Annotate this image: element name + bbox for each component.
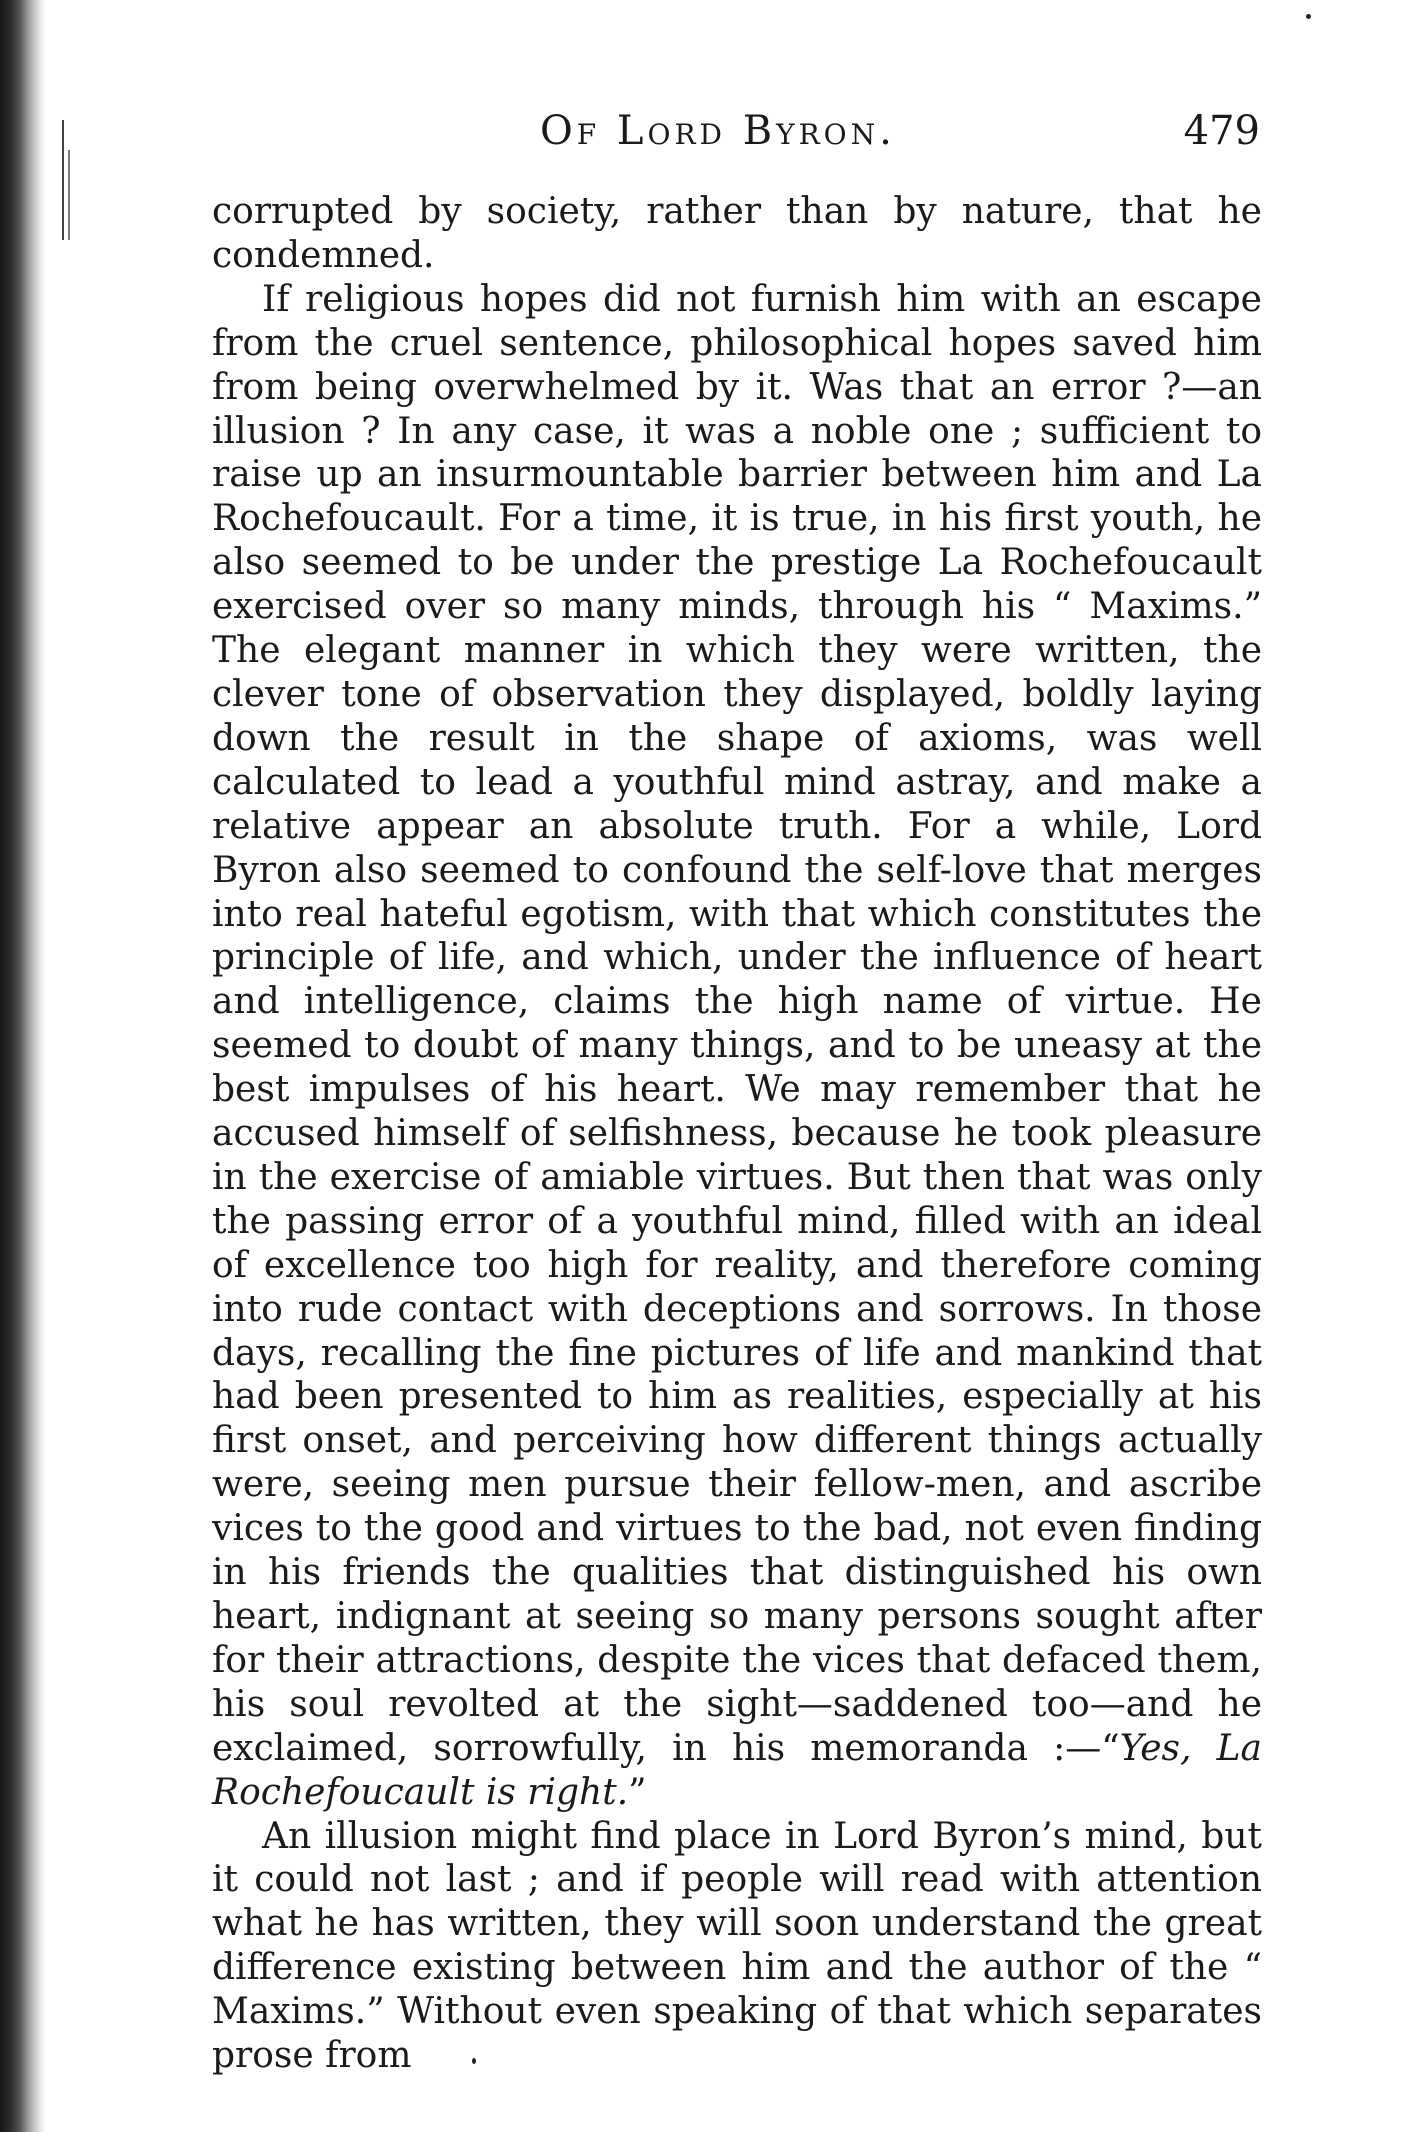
paragraph-text: If religious hopes did not furnish him with an escape from the cruel sentence, philosophical hopes saved him from being overwhelmed by it. Was that an error ?—an illusion ? In any case, it was a noble one ; sufficient to raise up an insurmountable barrier between him and La Rochefoucault. For a time, it is true, in his first youth, he also seemed to be under the prestige La Rochefoucault exercised over so many minds, through his “ Maxims.” The elegant manner in which they were written, the clever tone of observation they displayed, boldly laying down the result in the shape of axioms, was well calculated to lead a youthful mind astray, and make a relative appear an absolute truth. For a while, Lord Byron also seemed to confound the self-love that merges into real hateful egotism, with that which constitutes the principle of life, and which, under the influence of heart and intelligence, claims the high name of virtue. He seemed to doubt of many things, and to be uneasy at the best impulses of his heart. We may remember that he accused himself of selfishness, because he took pleasure in the exercise of amiable virtues. But then that was only the passing error of a youthful mind, filled with an ideal of excellence too high for reality, and therefore coming into rude contact with deceptions and sorrows. In those days, recalling the fine pictures of life and mankind that had been presented to him as realities, especially at his first onset, and perceiving how different things actually were, seeing men pursue their fellow-men, and ascribe vices to the good and virtues to the bad, not even finding in his friends the qualities that distinguished his own heart, indignant at seeing so many persons sought after for their attractions, despite the vices that defaced them, his soul revolted at the sight—saddened too—and he exclaimed, sorrowfully, in his memoranda :—“ bbox=[212, 278, 1262, 1769]
paragraph-text: An illusion might find place in Lord Byron’s mind, but it could not last ; and if people will read with attention what he has written, they will soon understand the great difference existing between him and the author of the “ Maxims.” Without even speaking of that which separates prose from bbox=[212, 1815, 1262, 2077]
paragraph-text: corrupted by society, rather than by nature, that he condemned. bbox=[212, 191, 1262, 276]
running-title: Of Lord Byron. bbox=[540, 108, 896, 154]
binding-gutter bbox=[0, 0, 46, 2132]
gutter-mark bbox=[62, 120, 64, 240]
paragraph bbox=[212, 278, 1262, 1815]
paragraph bbox=[212, 190, 1262, 278]
print-speck bbox=[472, 2058, 476, 2064]
page-number: 479 bbox=[1183, 108, 1260, 154]
gutter-mark bbox=[68, 150, 70, 240]
paragraph bbox=[212, 1815, 1262, 2078]
print-speck bbox=[1306, 14, 1311, 19]
body-text bbox=[212, 190, 1262, 2078]
page-header bbox=[210, 108, 1260, 168]
quotation: Yes, La Rochefoucault is right. bbox=[212, 1727, 1262, 1813]
closing-quote-mark: ” bbox=[628, 1771, 647, 1813]
